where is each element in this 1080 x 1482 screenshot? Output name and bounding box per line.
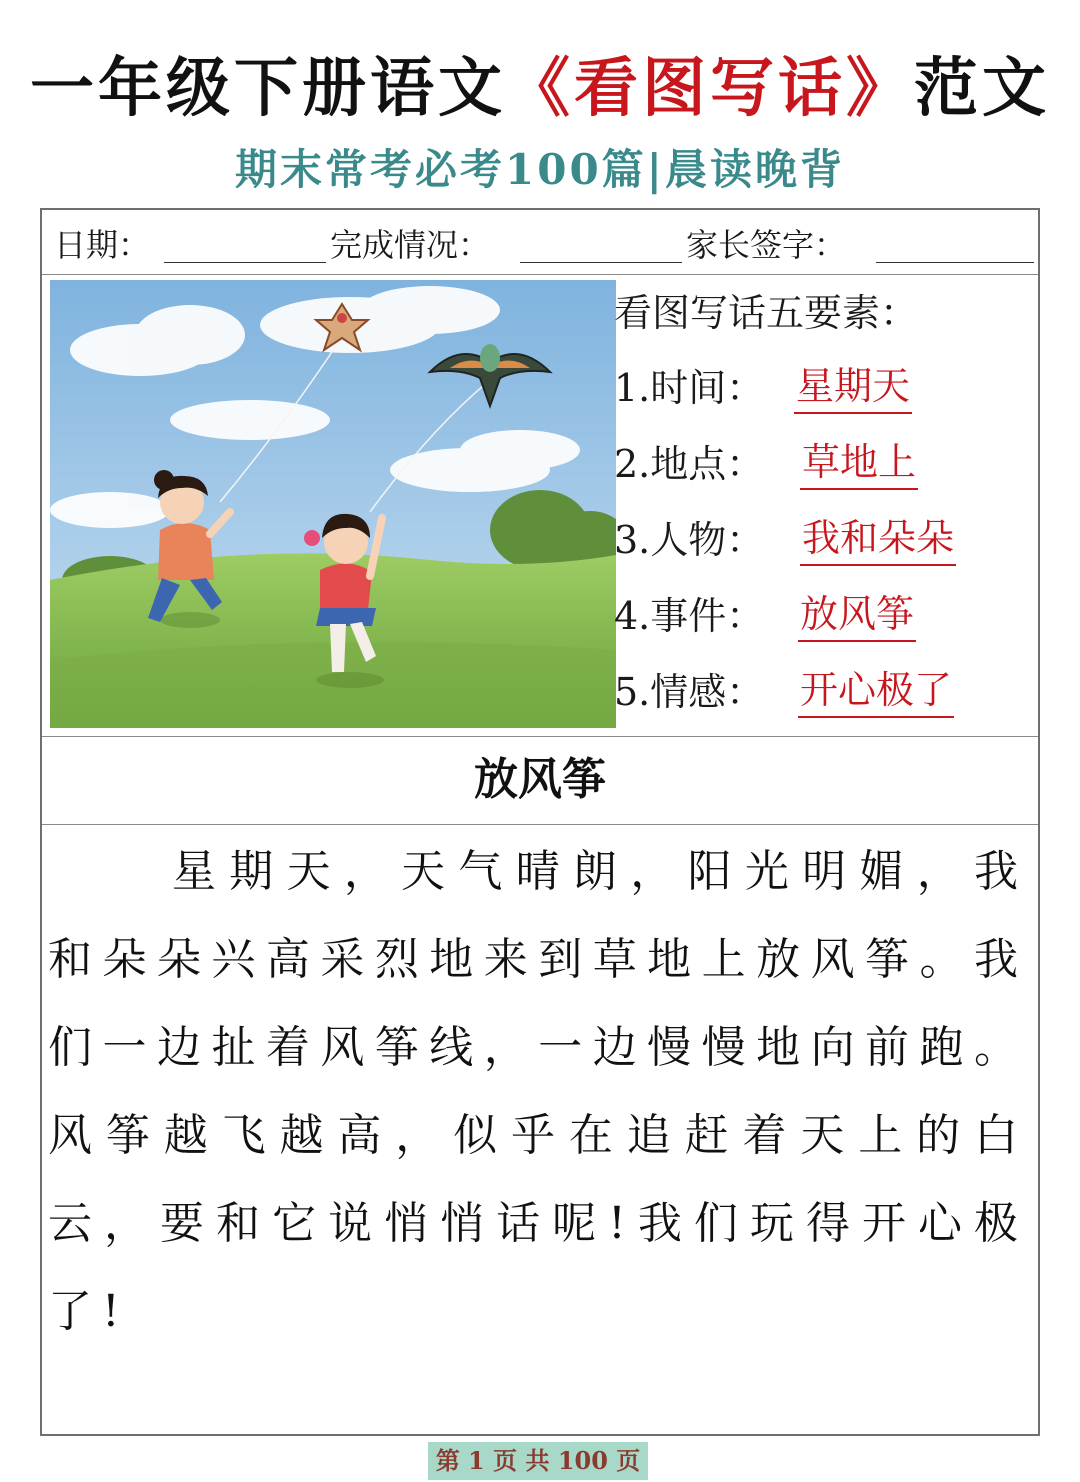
title-suffix: 范文 — [914, 51, 1050, 126]
page-subtitle: 期末常考必考100篇|晨读晚背 — [235, 145, 845, 194]
element-value: 星期天 — [794, 360, 912, 414]
parent-signature-field[interactable] — [876, 262, 1034, 263]
element-label: 1.时间： — [614, 366, 765, 410]
info-row — [42, 210, 1038, 275]
worksheet-frame — [40, 208, 1040, 1436]
illustration-svg — [50, 280, 616, 728]
parent-signature-label: 家长签字： — [686, 226, 847, 264]
status-label: 完成情况： — [330, 226, 491, 264]
date-label: 日期： — [54, 226, 151, 264]
element-value: 草地上 — [800, 436, 918, 490]
element-value: 开心极了 — [798, 664, 954, 718]
status-field[interactable] — [520, 262, 682, 263]
date-field[interactable] — [164, 262, 326, 263]
title-prefix: 一年级下册语文 — [30, 51, 506, 126]
page-number-badge: 第 1 页 共 100 页 — [428, 1442, 648, 1480]
element-value: 我和朵朵 — [800, 512, 956, 566]
essay-body: 星期天，天气晴朗，阳光明媚，我和朵朵兴高采烈地来到草地上放风筝。我们一边扯着风筝线，一边慢慢地向前跑。风筝越飞越高，似乎在追赶着天上的白云，要和它说悄悄话呢!我们玩得开心极了! — [48, 846, 1028, 1337]
kite-flying-illustration — [50, 280, 616, 728]
element-value: 放风筝 — [798, 588, 916, 642]
picture-row — [42, 274, 1038, 737]
element-label: 3.人物： — [614, 518, 765, 562]
element-label: 2.地点： — [614, 442, 765, 486]
element-label: 5.情感： — [614, 670, 765, 714]
title-highlight: 《看图写话》 — [506, 51, 914, 126]
element-label: 4.事件： — [614, 594, 765, 638]
five-elements-panel — [614, 274, 1034, 736]
page-title — [0, 44, 1080, 134]
elements-heading: 看图写话五要素： — [614, 291, 919, 335]
essay-title: 放风筝 — [42, 736, 1038, 825]
